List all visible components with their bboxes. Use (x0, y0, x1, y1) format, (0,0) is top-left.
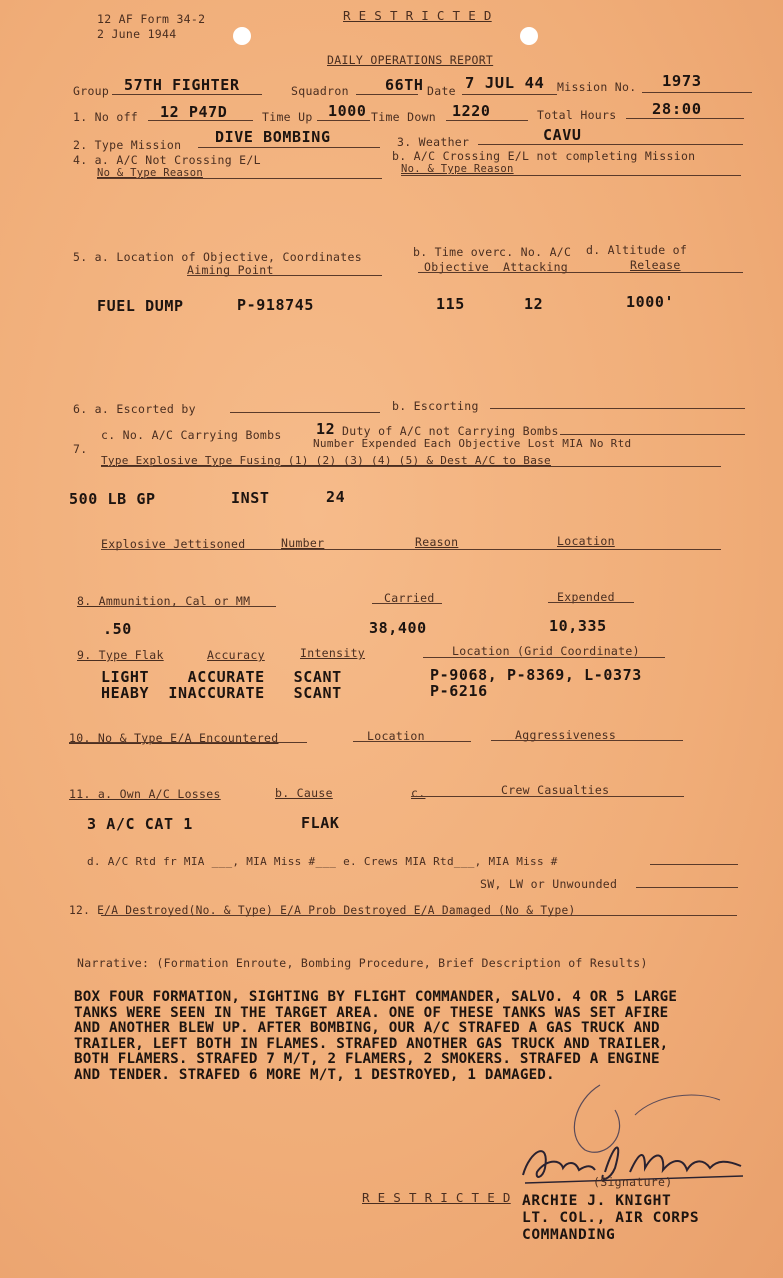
coordinate-value: P-918745 (237, 296, 315, 314)
altitude-label: d. Altitude of (586, 243, 688, 257)
underline (372, 603, 442, 604)
ac-not-crossing-sub: No & Type Reason (97, 167, 203, 179)
underline (101, 466, 721, 467)
classification-top: R E S T R I C T E D (343, 8, 492, 23)
underline (401, 175, 741, 176)
altitude-value: 1000' (626, 293, 675, 311)
no-ac-label: c. No. A/C (499, 245, 572, 259)
underline (187, 275, 382, 276)
mia-row-label: d. A/C Rtd fr MIA ___, MIA Miss #___ e. Crews MIA Rtd___, MIA Miss # (87, 855, 558, 868)
row7-number: 7. (73, 442, 88, 456)
group-label: Group (73, 84, 110, 98)
escorting-label: b. Escorting (392, 399, 479, 413)
underline (101, 549, 721, 550)
crew-casualties-label: Crew Casualties (501, 783, 610, 797)
objective-value: FUEL DUMP (97, 297, 184, 315)
underline (650, 864, 738, 865)
expended-ammo-label: Expended (557, 590, 615, 604)
cause-label: b. Cause (275, 786, 333, 800)
mission-label: Mission No. (557, 80, 637, 94)
group-value: 57TH FIGHTER (124, 76, 240, 94)
caliber-value: .50 (103, 620, 132, 638)
form-number: 12 AF Form 34-2 (97, 12, 206, 26)
underline (69, 742, 307, 743)
underline (560, 434, 745, 435)
aiming-point-label: Aiming Point (187, 263, 274, 277)
explosive-type-value: 500 LB GP (69, 490, 156, 508)
ac-crossing-sub: No. & Type Reason (401, 163, 514, 175)
row7-header-top: Number Expended Each Objective Lost MIA No Rtd (313, 437, 632, 450)
underline (462, 94, 557, 95)
classification-bottom: R E S T R I C T E D (362, 1190, 511, 1205)
underline (353, 741, 471, 742)
row7-header: Type Explosive Type Fusing (1) (2) (3) (4) (5) & Dest A/C to Base (101, 454, 551, 467)
time-up-value: 1000 (328, 102, 367, 120)
underline (636, 887, 738, 888)
own-losses-label: 11. a. Own A/C Losses (69, 787, 221, 801)
underline (548, 602, 634, 603)
date-label: Date (427, 84, 456, 98)
own-losses-value: 3 A/C CAT 1 (87, 815, 193, 833)
release-sub-label: Release (630, 258, 681, 272)
underline (446, 120, 528, 121)
flak-line-2: HEABY INACCURATE SCANT (101, 684, 342, 702)
squadron-value: 66TH (385, 76, 424, 94)
escorted-by-label: 6. a. Escorted by (73, 402, 196, 416)
accuracy-label: Accuracy (207, 648, 265, 662)
signer-name: ARCHIE J. KNIGHT (522, 1193, 672, 1209)
narrative-text: BOX FOUR FORMATION, SIGHTING BY FLIGHT COMMANDER, SALVO. 4 OR 5 LARGE TANKS WERE SEEN IN THE TARGET AREA. ONE OF THESE TANKS WAS SET AFIRE AND ANOTHER BLEW UP. AFTER BOMBING, OUR A/C STRAFED A GAS TRUCK AND TRAILER, LEFT BOTH IN FLAMES. STRAFED ANOTHER GAS TRUCK AND TRAILER, BOTH FLAMERS. STRAFED 7 M/T, 2 FLAMERS, 2 SMOKERS. STRAFED A ENGINE AND TENDER. STRAFED 6 MORE M/T, 1 DESTROYED, 1 DAMAGED. (74, 989, 678, 1083)
underline (626, 118, 744, 119)
signature-label: (Signature) (593, 1175, 673, 1189)
explosive-jettisoned-label: Explosive Jettisoned (101, 537, 246, 551)
ea-encountered-label: 10. No & Type E/A Encountered (69, 731, 279, 745)
ac-not-crossing-label: 4. a. A/C Not Crossing E/L (73, 153, 261, 167)
no-off-label: 1. No off (73, 110, 139, 124)
flak-location-2: P-6216 (430, 682, 488, 700)
carried-label: Carried (384, 591, 435, 605)
underline (97, 178, 382, 179)
ea-location-label: Location (367, 729, 425, 743)
ac-carrying-bombs-value: 12 (316, 420, 336, 438)
squadron-label: Squadron (291, 84, 349, 98)
type-flak-label: 9. Type Flak (77, 648, 164, 662)
underline (101, 606, 276, 607)
flak-location-1: P-9068, P-8369, L-0373 (430, 666, 642, 684)
flak-location-label: Location (Grid Coordinate) (452, 644, 640, 658)
ammunition-label: 8. Ammunition, Cal or MM (77, 594, 251, 608)
ac-carrying-bombs-label: c. No. A/C Carrying Bombs (101, 428, 282, 442)
underline (148, 120, 253, 121)
ac-crossing-label: b. A/C Crossing E/L not completing Mission (392, 149, 696, 163)
attacking-sub-label: Attacking (503, 260, 569, 274)
underline (418, 272, 743, 273)
intensity-label: Intensity (300, 646, 366, 660)
underline (317, 120, 370, 121)
time-over-value: 115 (436, 295, 465, 313)
underline (230, 412, 380, 413)
underline (478, 144, 743, 145)
type-mission-value: DIVE BOMBING (215, 128, 331, 146)
objective-sub-label: Objective (424, 260, 490, 274)
total-hours-label: Total Hours (537, 108, 617, 122)
ea-destroyed-label: 12. E/A Destroyed(No. & Type) E/A Prob Destroyed E/A Damaged (No & Type) (69, 904, 576, 917)
time-up-label: Time Up (262, 110, 313, 124)
signer-role: COMMANDING (522, 1227, 616, 1243)
wounded-label: SW, LW or Unwounded (480, 877, 618, 891)
underline (112, 94, 262, 95)
expended-value: 24 (326, 488, 346, 506)
date-value: 7 JUL 44 (465, 74, 545, 92)
jettison-reason-label: Reason (415, 535, 459, 549)
punch-hole (233, 27, 251, 45)
no-off-value: 12 P47D (160, 103, 228, 121)
report-title: DAILY OPERATIONS REPORT (327, 53, 494, 67)
no-ac-attacking-value: 12 (524, 295, 544, 313)
mission-value: 1973 (662, 72, 702, 90)
aggressiveness-label: Aggressiveness (515, 728, 617, 742)
underline (411, 796, 684, 797)
narrative-label: Narrative: (Formation Enroute, Bombing Procedure, Brief Description of Results) (77, 956, 648, 970)
time-over-label: b. Time over (413, 245, 500, 259)
jettison-location-label: Location (557, 534, 615, 548)
underline (198, 147, 380, 148)
punch-hole (520, 27, 538, 45)
underline (423, 657, 665, 658)
flak-line-1: LIGHT ACCURATE SCANT (101, 668, 342, 686)
fusing-type-value: INST (231, 489, 270, 507)
objective-location-label: 5. a. Location of Objective, Coordinates (73, 250, 362, 264)
underline (491, 740, 683, 741)
jettison-number-label: Number (281, 536, 325, 550)
carried-value: 38,400 (369, 619, 427, 637)
duty-label: Duty of A/C not Carrying Bombs (342, 424, 559, 438)
type-mission-label: 2. Type Mission (73, 138, 182, 152)
form-date: 2 June 1944 (97, 27, 177, 41)
crew-c-label: c. (411, 786, 426, 800)
time-down-value: 1220 (452, 102, 491, 120)
underline (642, 92, 752, 93)
expended-ammo-value: 10,335 (549, 617, 607, 635)
weather-value: CAVU (543, 126, 582, 144)
time-down-label: Time Down (371, 110, 437, 124)
cause-value: FLAK (301, 814, 340, 832)
total-hours-value: 28:00 (652, 100, 702, 118)
underline (101, 915, 737, 916)
weather-label: 3. Weather (397, 135, 470, 149)
signer-rank: LT. COL., AIR CORPS (522, 1210, 700, 1226)
underline (356, 94, 418, 95)
underline (490, 408, 745, 409)
